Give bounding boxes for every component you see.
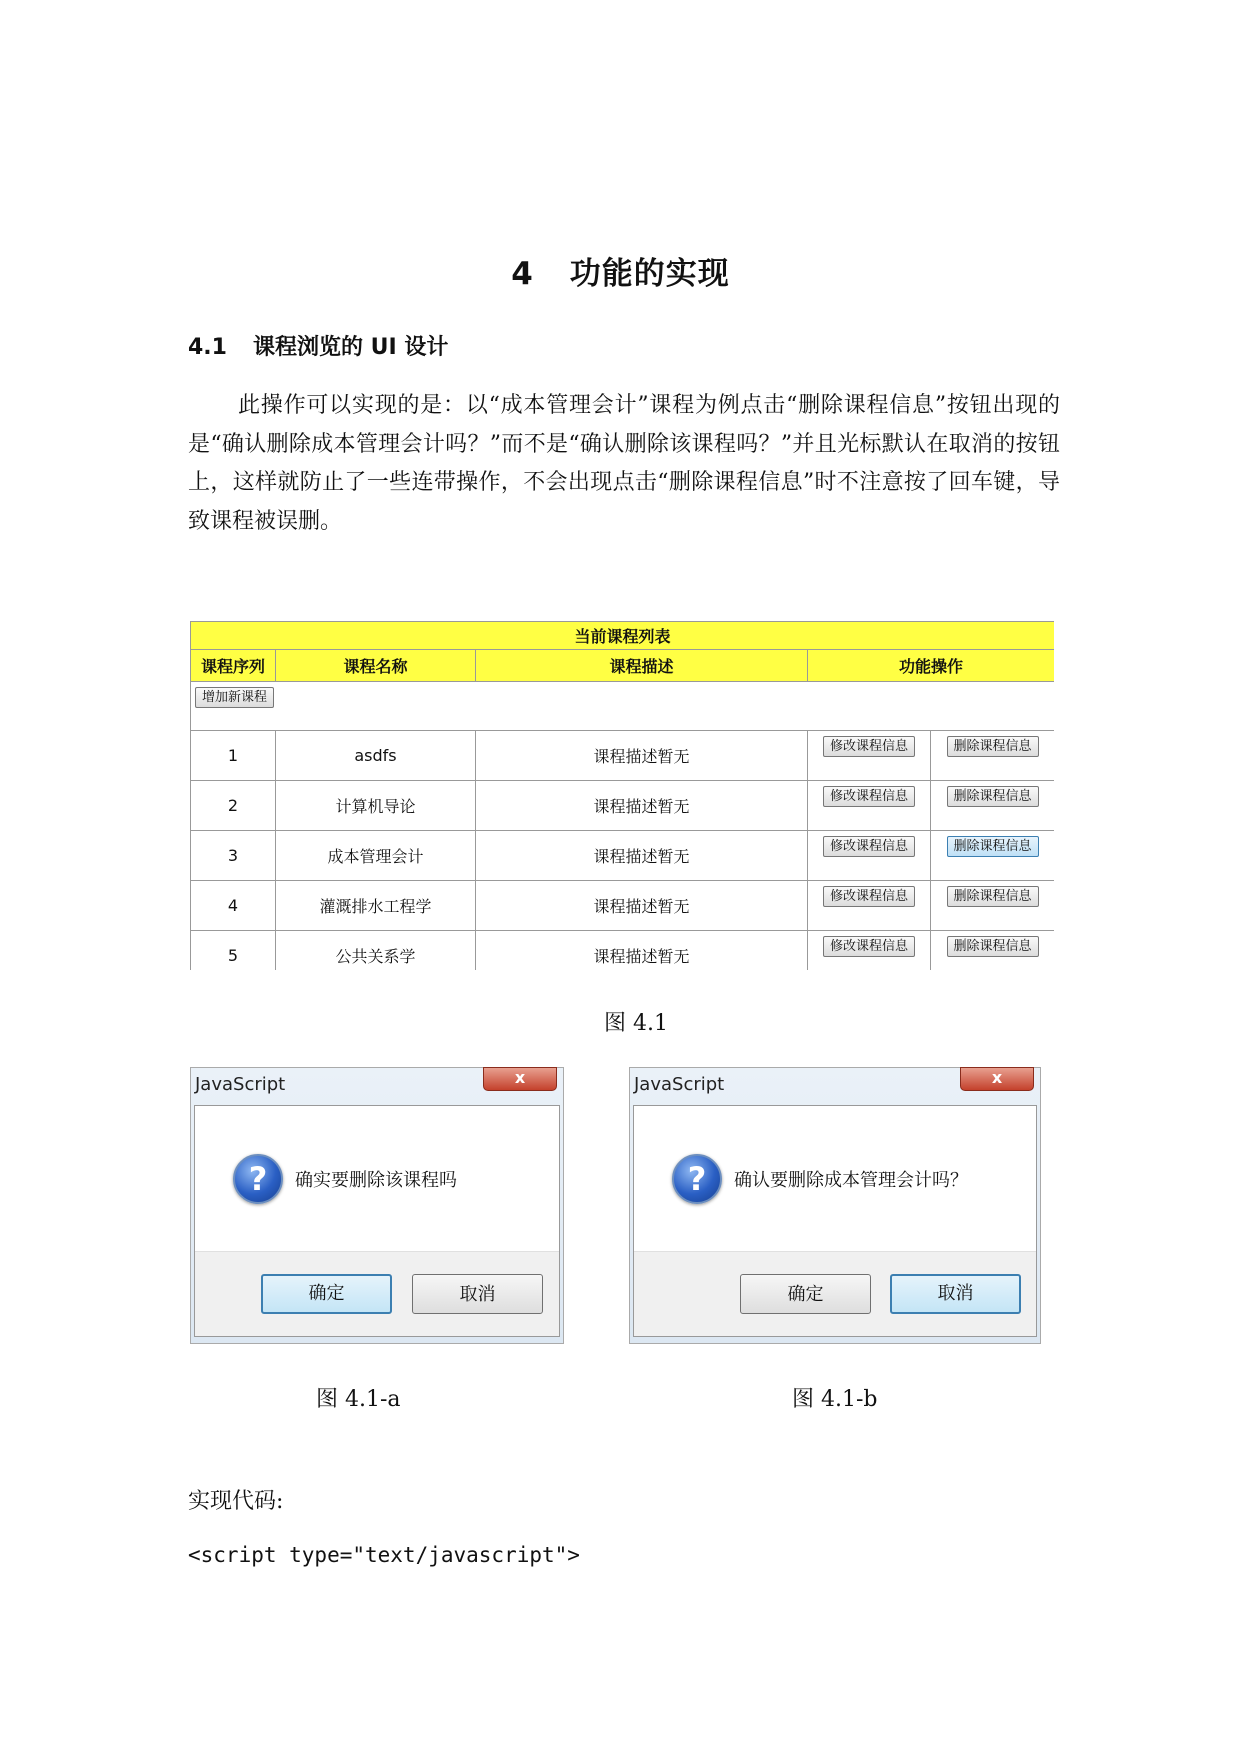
close-icon[interactable]: x: [960, 1067, 1034, 1091]
dialog-footer: [634, 1251, 1036, 1336]
course-desc: 课程描述暂无: [476, 881, 808, 931]
ok-button[interactable]: 确定: [740, 1274, 871, 1314]
course-name: 成本管理会计: [276, 831, 476, 881]
course-seq: 3: [191, 831, 276, 881]
delete-course-button[interactable]: 删除课程信息: [947, 736, 1039, 757]
add-course-button[interactable]: 增加新课程: [195, 687, 274, 708]
delete-course-button[interactable]: 删除课程信息: [947, 886, 1039, 907]
column-header: 课程描述: [476, 650, 808, 682]
course-desc: 课程描述暂无: [476, 931, 808, 971]
ok-button[interactable]: 确定: [261, 1274, 392, 1314]
course-desc: 课程描述暂无: [476, 781, 808, 831]
edit-course-button[interactable]: 修改课程信息: [823, 736, 915, 757]
cancel-button[interactable]: 取消: [890, 1274, 1021, 1314]
table-row: [191, 831, 1055, 881]
edit-course-button[interactable]: 修改课程信息: [823, 836, 915, 857]
table-row: [191, 931, 1055, 971]
course-name: 公共关系学: [276, 931, 476, 971]
table-row: [191, 881, 1055, 931]
section-number: 4.1: [188, 335, 227, 360]
code-label: 实现代码:: [188, 1489, 284, 1514]
question-icon: ?: [672, 1154, 722, 1204]
confirm-dialog-a: [190, 1067, 564, 1344]
dialog-body: [194, 1105, 560, 1337]
course-list-table: [190, 621, 1054, 970]
edit-course-button[interactable]: 修改课程信息: [823, 786, 915, 807]
course-name: 计算机导论: [276, 781, 476, 831]
course-desc: 课程描述暂无: [476, 831, 808, 881]
column-header: 课程名称: [276, 650, 476, 682]
dialog-message: 确认要删除成本管理会计吗？: [734, 1170, 968, 1191]
chapter-title: [0, 248, 1241, 293]
figure-caption-a: 图 4.1-a: [316, 1387, 401, 1412]
table-row: [191, 781, 1055, 831]
body-paragraph: 此操作可以实现的是：以“成本管理会计”课程为例点击“删除课程信息”按钮出现的是“确认删除成本管理会计吗？”而不是“确认删除该课程吗？”并且光标默认在取消的按钮上，这样就防止了一些连带操作，不会出现点击“删除课程信息”时不注意按了回车键，导致课程被误删。: [188, 393, 1060, 534]
delete-course-button[interactable]: 删除课程信息: [947, 836, 1039, 857]
delete-course-button[interactable]: 删除课程信息: [947, 936, 1039, 957]
column-header: 功能操作: [808, 650, 1055, 682]
dialog-footer: [195, 1251, 559, 1336]
course-seq: 2: [191, 781, 276, 831]
edit-course-button[interactable]: 修改课程信息: [823, 886, 915, 907]
course-seq: 1: [191, 731, 276, 781]
delete-course-button[interactable]: 删除课程信息: [947, 786, 1039, 807]
figure-caption-b: 图 4.1-b: [792, 1387, 878, 1412]
close-icon[interactable]: x: [483, 1067, 557, 1091]
dialog-message: 确实要删除该课程吗: [295, 1170, 457, 1191]
section-title-text: 课程浏览的 UI 设计: [252, 335, 449, 360]
course-name: 灌溉排水工程学: [276, 881, 476, 931]
table-row: [191, 731, 1055, 781]
course-seq: 4: [191, 881, 276, 931]
question-icon: ?: [233, 1154, 283, 1204]
column-header: 课程序列: [191, 650, 276, 682]
course-seq: 5: [191, 931, 276, 971]
cancel-button[interactable]: 取消: [412, 1274, 543, 1314]
table-caption: 当前课程列表: [191, 622, 1055, 650]
course-name: asdfs: [276, 731, 476, 781]
dialog-title: JavaScript: [195, 1074, 286, 1095]
confirm-dialog-b: [629, 1067, 1041, 1344]
code-line: <script type="text/javascript">: [188, 1543, 580, 1567]
course-desc: 课程描述暂无: [476, 731, 808, 781]
chapter-number: 4: [511, 256, 534, 292]
dialog-body: [633, 1105, 1037, 1337]
edit-course-button[interactable]: 修改课程信息: [823, 936, 915, 957]
dialog-title: JavaScript: [634, 1074, 725, 1095]
section-title: [188, 330, 448, 361]
chapter-title-text: 功能的实现: [569, 256, 730, 292]
figure-caption-main: 图 4.1: [604, 1011, 668, 1036]
